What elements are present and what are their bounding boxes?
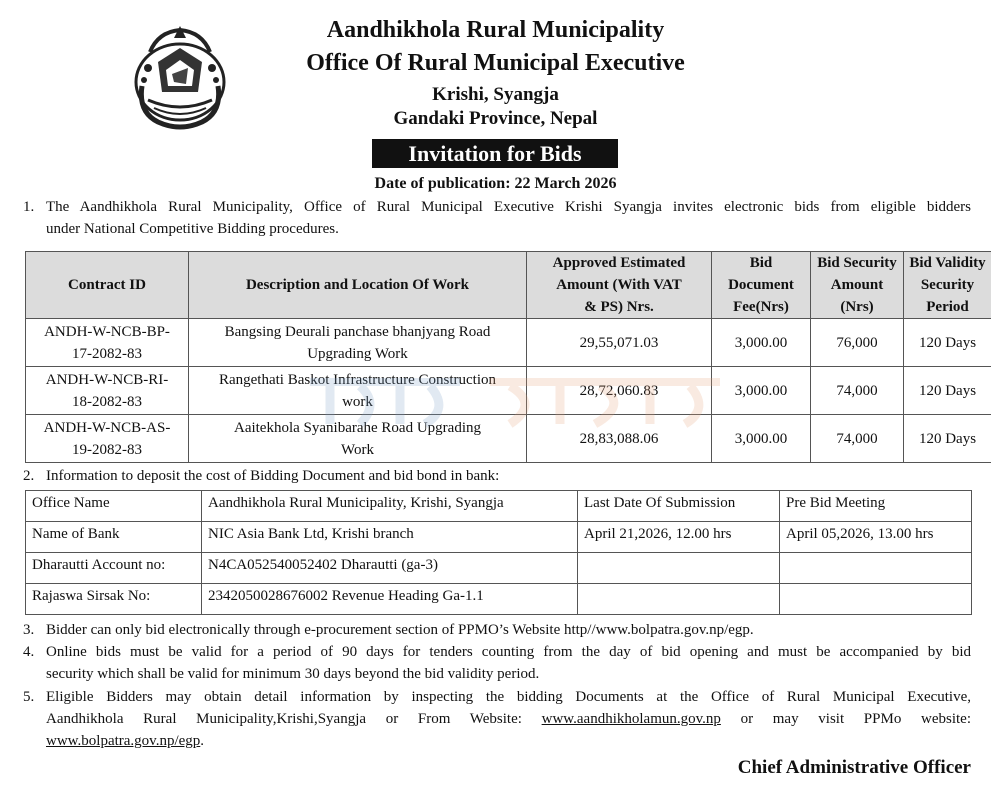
col-contract-id: Contract ID bbox=[26, 252, 189, 319]
col-description: Description and Location Of Work bbox=[189, 252, 527, 319]
item-1-text bbox=[46, 196, 971, 240]
item-5-line-2-suffix: or may visit PPMo website: bbox=[740, 711, 971, 727]
bank-name-value: NIC Asia Bank Ltd, Krishi branch bbox=[202, 522, 578, 553]
estimate-cell: 29,55,071.03 bbox=[527, 319, 712, 367]
description-line: work bbox=[342, 393, 373, 410]
estimate-cell: 28,83,088.06 bbox=[527, 415, 712, 463]
contract-id-cell bbox=[26, 319, 189, 367]
office-name-label: Office Name bbox=[26, 491, 202, 522]
revenue-value: 2342050028676002 Revenue Heading Ga-1.1 bbox=[202, 584, 578, 615]
table-row bbox=[26, 319, 991, 367]
item-4-number: 4. bbox=[23, 644, 35, 660]
description-line: Work bbox=[341, 441, 374, 458]
empty-cell bbox=[578, 553, 780, 584]
item-5-text bbox=[46, 686, 971, 752]
prebid-value: April 05,2026, 13.00 hrs bbox=[780, 522, 972, 553]
table-row bbox=[26, 553, 972, 584]
col-validity bbox=[904, 252, 991, 319]
security-cell: 76,000 bbox=[811, 319, 904, 367]
address-line-2: Gandaki Province, Nepal bbox=[393, 108, 598, 129]
item-5-line-3-suffix: . bbox=[200, 733, 205, 749]
bank-info-table bbox=[25, 490, 972, 615]
item-1-line-2: under National Competitive Bidding procedures. bbox=[46, 221, 339, 237]
bank-name-label: Name of Bank bbox=[26, 522, 202, 553]
account-label: Dharautti Account no: bbox=[26, 553, 202, 584]
col-estimate-line: Amount (With VAT bbox=[556, 277, 682, 293]
account-value: N4CA052540052402 Dharautti (ga-3) bbox=[202, 553, 578, 584]
address-line-1: Krishi, Syangja bbox=[432, 84, 559, 105]
item-1-line-1: The Aandhikhola Rural Municipality, Office of Rural Municipal Executive Krishi Syangja invites electronic bids from eligible bidders bbox=[46, 199, 971, 215]
contract-id-cell bbox=[26, 367, 189, 415]
item-1-number: 1. bbox=[23, 199, 35, 215]
fee-cell: 3,000.00 bbox=[712, 415, 811, 463]
contract-id-line: ANDH-W-NCB-RI- bbox=[45, 371, 169, 388]
col-fee-line: Bid bbox=[749, 255, 773, 271]
table-row bbox=[26, 584, 972, 615]
prebid-label: Pre Bid Meeting bbox=[780, 491, 972, 522]
col-validity-line: Period bbox=[926, 299, 969, 315]
empty-cell bbox=[780, 553, 972, 584]
item-4-line-2: security which shall be valid for minimum 30 days beyond the bid validity period. bbox=[46, 666, 540, 682]
col-fee-line: Document bbox=[728, 277, 794, 293]
revenue-label: Rajaswa Sirsak No: bbox=[26, 584, 202, 615]
bolpatra-website-link[interactable]: www.bolpatra.gov.np/egp bbox=[46, 733, 201, 749]
security-cell: 74,000 bbox=[811, 367, 904, 415]
item-4-text bbox=[46, 641, 971, 685]
item-5-line-1: Eligible Bidders may obtain detail information by inspecting the bidding Documents at the Office of Rural Municipal Executive, bbox=[46, 689, 971, 705]
col-estimate-line: Approved Estimated bbox=[552, 255, 686, 271]
col-security-line: (Nrs) bbox=[840, 299, 874, 315]
last-date-label: Last Date Of Submission bbox=[578, 491, 780, 522]
office-title: Office Of Rural Municipal Executive bbox=[306, 50, 685, 76]
table-row bbox=[26, 415, 991, 463]
empty-cell bbox=[578, 584, 780, 615]
item-3-text: Bidder can only bid electronically through e-procurement section of PPMO’s Website http//www.bolpatra.gov.np/egp. bbox=[46, 622, 754, 638]
description-cell bbox=[189, 367, 527, 415]
description-line: Bangsing Deurali panchase bhanjyang Road bbox=[224, 323, 491, 340]
description-line: Aaitekhola Syanibarahe Road Upgrading bbox=[233, 419, 481, 436]
item-3-number: 3. bbox=[23, 622, 35, 638]
last-date-value: April 21,2026, 12.00 hrs bbox=[578, 522, 780, 553]
security-cell: 74,000 bbox=[811, 415, 904, 463]
contract-id-line: ANDH-W-NCB-BP- bbox=[44, 323, 170, 340]
publication-date: Date of publication: 22 March 2026 bbox=[374, 175, 617, 192]
item-5-line-2-prefix: Aandhikhola Rural Municipality,Krishi,Syangja or From Website: bbox=[46, 711, 522, 727]
validity-cell: 120 Days bbox=[904, 319, 991, 367]
table-row bbox=[26, 367, 991, 415]
office-name-value: Aandhikhola Rural Municipality, Krishi, Syangja bbox=[202, 491, 578, 522]
municipality-title: Aandhikhola Rural Municipality bbox=[326, 17, 665, 43]
item-5-line-2 bbox=[46, 708, 971, 730]
table-row bbox=[26, 522, 972, 553]
item-4-line-1: Online bids must be valid for a period of 90 days for tenders counting from the day of bid opening and must be accompanied by bid bbox=[46, 644, 971, 660]
col-estimate bbox=[527, 252, 712, 319]
col-security-line: Bid Security bbox=[817, 255, 897, 271]
description-line: Rangethati Baskot Infrastructure Construction bbox=[218, 371, 497, 388]
contract-id-line: ANDH-W-NCB-AS- bbox=[43, 419, 171, 436]
invitation-banner: Invitation for Bids bbox=[372, 139, 618, 168]
estimate-cell: 28,72,060.83 bbox=[527, 367, 712, 415]
item-5-number: 5. bbox=[23, 689, 35, 705]
description-cell bbox=[189, 319, 527, 367]
col-security-line: Amount bbox=[830, 277, 884, 293]
bids-table bbox=[25, 251, 991, 463]
empty-cell bbox=[780, 584, 972, 615]
col-validity-line: Security bbox=[920, 277, 975, 293]
col-validity-line: Bid Validity bbox=[909, 255, 986, 271]
contract-id-line: 18-2082-83 bbox=[72, 393, 142, 410]
contract-id-cell bbox=[26, 415, 189, 463]
item-2-number: 2. bbox=[23, 468, 35, 484]
validity-cell: 120 Days bbox=[904, 367, 991, 415]
contract-id-line: 19-2082-83 bbox=[72, 441, 142, 458]
col-fee-line: Fee(Nrs) bbox=[733, 299, 789, 315]
municipality-website-link[interactable]: www.aandhikholamun.gov.np bbox=[541, 711, 721, 727]
signature-title: Chief Administrative Officer bbox=[737, 757, 971, 778]
item-2-text: Information to deposit the cost of Bidding Document and bid bond in bank: bbox=[46, 468, 500, 484]
validity-cell: 120 Days bbox=[904, 415, 991, 463]
fee-cell: 3,000.00 bbox=[712, 319, 811, 367]
contract-id-line: 17-2082-83 bbox=[72, 345, 142, 362]
item-5-line-3 bbox=[46, 733, 204, 749]
bids-table-header bbox=[26, 252, 991, 319]
col-fee bbox=[712, 252, 811, 319]
col-estimate-line: & PS) Nrs. bbox=[584, 299, 654, 315]
description-cell bbox=[189, 415, 527, 463]
table-row bbox=[26, 491, 972, 522]
fee-cell: 3,000.00 bbox=[712, 367, 811, 415]
col-security bbox=[811, 252, 904, 319]
description-line: Upgrading Work bbox=[307, 345, 408, 362]
